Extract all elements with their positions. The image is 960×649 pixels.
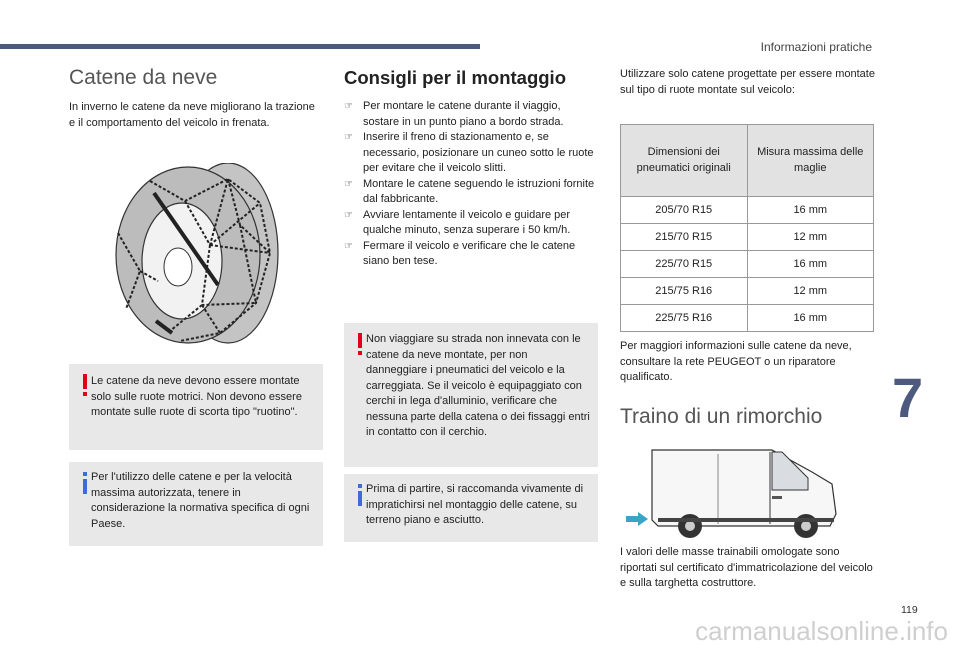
pointing-hand-icon: ☞ xyxy=(344,240,353,252)
list-item: ☞ Per montare le catene durante il viaggio, sostare in un punto piano a bordo strada. xyxy=(344,100,564,128)
watermark: carmanualsonline.info xyxy=(695,616,948,646)
mounting-steps-list xyxy=(344,99,596,270)
more-info-text: Per maggiori informazioni sulle catene da neve, consultare la rete PEUGEOT o un riparatore qualificato. xyxy=(620,340,852,383)
info-icon xyxy=(78,471,92,495)
snow-chains-warning-text: Le catene da neve devono essere montate solo sulle ruote motrici. Non devono essere montate sulle ruote di scorta tipo "ruotino". xyxy=(91,375,302,418)
mounting-info-text: Prima di partire, si raccomanda vivamente di impratichirsi nel montaggio delle catene, su terreno piano e asciutto. xyxy=(366,483,584,526)
mounting-info-box xyxy=(344,474,598,542)
towing-section xyxy=(620,405,876,429)
towing-title: Traino di un rimorchio xyxy=(620,405,823,428)
list-item: ☞ Inserire il freno di stazionamento e, se necessario, posizionare un cuneo sotto le ruote per evitare che il veicolo slitti. xyxy=(344,131,594,174)
snow-chains-info-box xyxy=(69,462,323,546)
table-row: 205/70 R15 16 mm xyxy=(621,197,874,224)
pointing-hand-icon: ☞ xyxy=(344,178,353,190)
towing-text: I valori delle masse trainabili omologate sono riportati sul certificato d'immatricolazione del veicolo e sulla targhetta costruttore. xyxy=(620,546,873,589)
middle-column xyxy=(344,67,596,270)
snow-chains-title: Catene da neve xyxy=(69,66,218,89)
table-header: Dimensioni dei pneumatici originali xyxy=(621,125,748,197)
van-towing-illustration xyxy=(622,444,844,540)
snow-chains-info-text: Per l'utilizzo delle catene e per la velocità massima autorizzata, tenere in considerazione la normativa specifica di ogni Paese. xyxy=(91,471,310,530)
mounting-tips-title: Consigli per il montaggio xyxy=(344,67,566,88)
chains-usage-intro: Utilizzare solo catene progettate per essere montate sul tipo di ruote montate sul veicolo: xyxy=(620,68,875,96)
table-header: Misura massima delle maglie xyxy=(747,125,874,197)
table-row: 215/75 R16 12 mm xyxy=(621,278,874,305)
chapter-number: 7 xyxy=(892,366,924,429)
list-item: ☞ Montare le catene seguendo le istruzioni fornite dal fabbricante. xyxy=(344,177,595,205)
right-column-more xyxy=(620,339,876,386)
pointing-hand-icon: ☞ xyxy=(344,101,353,112)
snow-chains-intro: In inverno le catene da neve migliorano la trazione e il comportamento del veicolo in frenata. xyxy=(69,101,315,129)
header-bar xyxy=(0,44,480,49)
exclamation-icon xyxy=(78,373,92,397)
chain-size-table xyxy=(620,124,874,332)
pointing-hand-icon: ☞ xyxy=(344,132,353,143)
right-column-top xyxy=(620,67,876,98)
list-item: ☞ Fermare il veicolo e verificare che le catene siano ben tese. xyxy=(344,239,576,267)
table-row: 215/70 R15 12 mm xyxy=(621,224,874,251)
table-row: 225/70 R15 16 mm xyxy=(621,251,874,278)
mounting-warning-text: Non viaggiare su strada non innevata con le catene da neve montate, per non danneggiare i pneumatici del veicolo e la carreggiata. Se il veicolo è equipaggiato con cerchi in lega d'alluminio, verificare che nessuna parte della catena o dei fissaggi entri in contatto con il cerchio. xyxy=(366,333,590,438)
page-number: 119 xyxy=(901,604,918,616)
list-item: ☞ Avviare lentamente il veicolo e guidare per qualche minuto, senza superare i 50 km/h. xyxy=(344,208,571,236)
table-row: 225/75 R16 16 mm xyxy=(621,305,874,332)
snow-chains-warning-box xyxy=(69,364,323,450)
right-column-bottom xyxy=(620,545,876,592)
exclamation-icon xyxy=(353,332,367,356)
left-column xyxy=(69,66,323,131)
pointing-hand-icon: ☞ xyxy=(344,209,353,221)
section-title: Informazioni pratiche xyxy=(760,40,872,54)
snow-chain-wheel-illustration xyxy=(110,163,285,348)
mounting-warning-box xyxy=(344,323,598,467)
info-icon xyxy=(353,483,367,507)
